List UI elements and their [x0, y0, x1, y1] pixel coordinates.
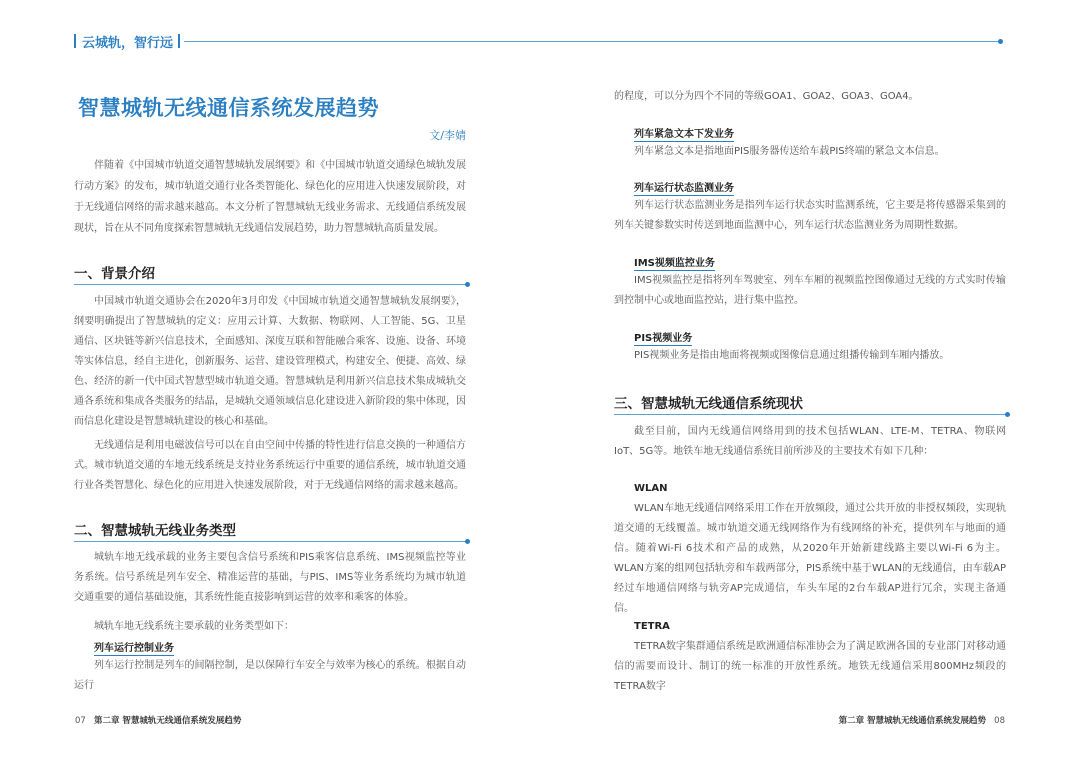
section-rule-dot [1005, 412, 1010, 417]
section-rule [74, 541, 466, 542]
train-control-text: 列车运行控制是列车的间隔控制，是以保障行车安全与效率为核心的系统。根据自动运行 [74, 660, 466, 691]
chapter-title-right: 第二章 智慧城轨无线通信系统发展趋势 [838, 716, 987, 726]
header-rule-dot [998, 39, 1003, 44]
pis-video-body: PIS视频业务是指由地面将视频或图像信息通过组播传输到车厢内播放。 [634, 350, 950, 361]
tetra-body: TETRA数字集群通信系统是欧洲通信标准协会为了满足欧洲各国的专业部门对移动通信的需要而设计、制订的统一标准的开放性系统。地铁无线通信采用800MHz频段的TETRA数字 [614, 641, 1006, 692]
chapter-title-left: 第二章 智慧城轨无线通信系统发展趋势 [93, 716, 242, 726]
subheading-wlan: WLAN [634, 483, 668, 494]
subheading-tetra: TETRA [634, 621, 670, 632]
continued-text: 的程度，可以分为四个不同的等级GOA1、GOA2、GOA3、GOA4。 [614, 91, 919, 102]
footer-right [839, 714, 1005, 726]
article-title: 智慧城轨无线通信系统发展趋势 [78, 96, 379, 120]
ims-video-body: IMS视频监控是指将列车驾驶室、列车车厢的视频监控图像通过无线的方式实时传输到控制中心或地面监控站，进行集中监控。 [614, 275, 1006, 306]
wlan-body: WLAN车地无线通信网络采用工作在开放频段，通过公共开放的非授权频段，实现轨道交通的无线覆盖。城市轨道交通无线网络作为有线网络的补充，提供列车与地面的通信。随着Wi-Fi 6技术和产品的成熟，从2020年开始新建线路主要以Wi-Fi 6为主。WLAN方案的组网包括轨旁和车载两部分，PIS系统中基于WLAN的无线通信，由车载AP经过车地通信网络与轨旁AP完成通信，车头车尾的2台车载AP进行冗余，实现主备通信。 [614, 503, 1006, 614]
background-paragraph-2: 无线通信是利用电磁波信号可以在自由空间中传播的特性进行信息交换的一种通信方式。城市轨道交通的车地无线系统是支持业务系统运行中重要的通信系统，城市轨道交通行业各类智慧化、绿色化的应用进入快速发展阶段，对于无线通信网络的需求越来越高。 [74, 440, 466, 491]
section-rule-dot [465, 539, 470, 544]
business-types-paragraph: 城轨车地无线承载的业务主要包含信号系统和PIS乘客信息系统、IMS视频监控等业务系统。信号系统是列车安全、精准运营的基础，与PIS、IMS等业务系统均为城市轨道交通重要的通信基础设施，其系统性能直接影响到运营的效率和乘客的体验。 [74, 552, 466, 603]
section-heading-business-types [74, 519, 466, 539]
subheading-emergency-text: 列车紧急文本下发业务 [634, 125, 734, 142]
business-types-intro: 城轨车地无线系统主要承载的业务类型如下： [94, 621, 294, 632]
section-heading-background [74, 262, 466, 282]
subheading-status-monitoring: 列车运行状态监测业务 [634, 179, 734, 196]
subheading-ims-video: IMS视频监控业务 [634, 254, 715, 271]
header-bar [74, 32, 1004, 52]
section-rule-dot [465, 282, 470, 287]
header-tagline: 云城轨，智行远 [82, 36, 174, 51]
header-bar-marker-end [178, 34, 180, 48]
section-rule [614, 414, 1006, 415]
footer-left [75, 714, 241, 726]
subheading-train-control: 列车运行控制业务 [94, 639, 174, 656]
header-rule [184, 41, 1000, 42]
section-heading-text: 二、智慧城轨无线业务类型 [74, 523, 236, 539]
background-paragraph-1: 中国城市轨道交通协会在2020年3月印发《中国城市轨道交通智慧城轨发展纲要》，纲要明确提出了智慧城轨的定义：应用云计算、大数据、物联网、人工智能、5G、卫星通信、区块链等新兴信息技术，全面感知、深度互联和智能融合乘客、设施、设备、环境等实体信息，经自主进化，创新服务、运营、建设管理模式，构建安全、便捷、高效、绿色、经济的新一代中国式智慧型城市轨道交通。智慧城轨是利用新兴信息技术集成城轨交通各系统和集成各类服务的结晶，是城轨交通领域信息化建设进入新阶段的集中体现，因而信息化建设是智慧城轨建设的核心和基础。 [74, 296, 466, 427]
page-number-left: 07 [75, 716, 86, 726]
emergency-text-body: 列车紧急文本是指地面PIS服务器传送给车载PIS终端的紧急文本信息。 [634, 146, 945, 157]
header-bar-marker [74, 34, 76, 48]
current-status-intro: 截至目前，国内无线通信网络用到的技术包括WLAN、LTE-M、TETRA、物联网IoT、5G等。地铁车地无线通信系统目前所涉及的主要技术有如下几种： [614, 426, 1006, 457]
section-heading-text: 一、背景介绍 [74, 266, 155, 282]
subheading-pis-video: PIS视频业务 [634, 329, 692, 346]
article-author: 文/李婧 [429, 129, 466, 142]
status-monitoring-body: 列车运行状态监测业务是指列车运行状态实时监测系统，它主要是将传感器采集到的列车关键参数实时传送到地面监测中心，列车运行状态监测业务为周期性数据。 [614, 200, 1006, 231]
section-heading-current-status [614, 392, 1006, 412]
section-rule [74, 284, 466, 285]
article-abstract: 伴随着《中国城市轨道交通智慧城轨发展纲要》和《中国城市轨道交通绿色城轨发展行动方案》的发布，城市轨道交通行业各类智能化、绿色化的应用进入快速发展阶段，对于无线通信网络的需求越来越高。本文分析了智慧城轨无线业务需求、无线通信系统发展现状，旨在从不同角度探索智慧城轨无线通信发展趋势，助力智慧城轨高质量发展。 [74, 160, 466, 234]
section-heading-text: 三、智慧城轨无线通信系统现状 [614, 396, 803, 412]
page-number-right: 08 [994, 716, 1005, 726]
